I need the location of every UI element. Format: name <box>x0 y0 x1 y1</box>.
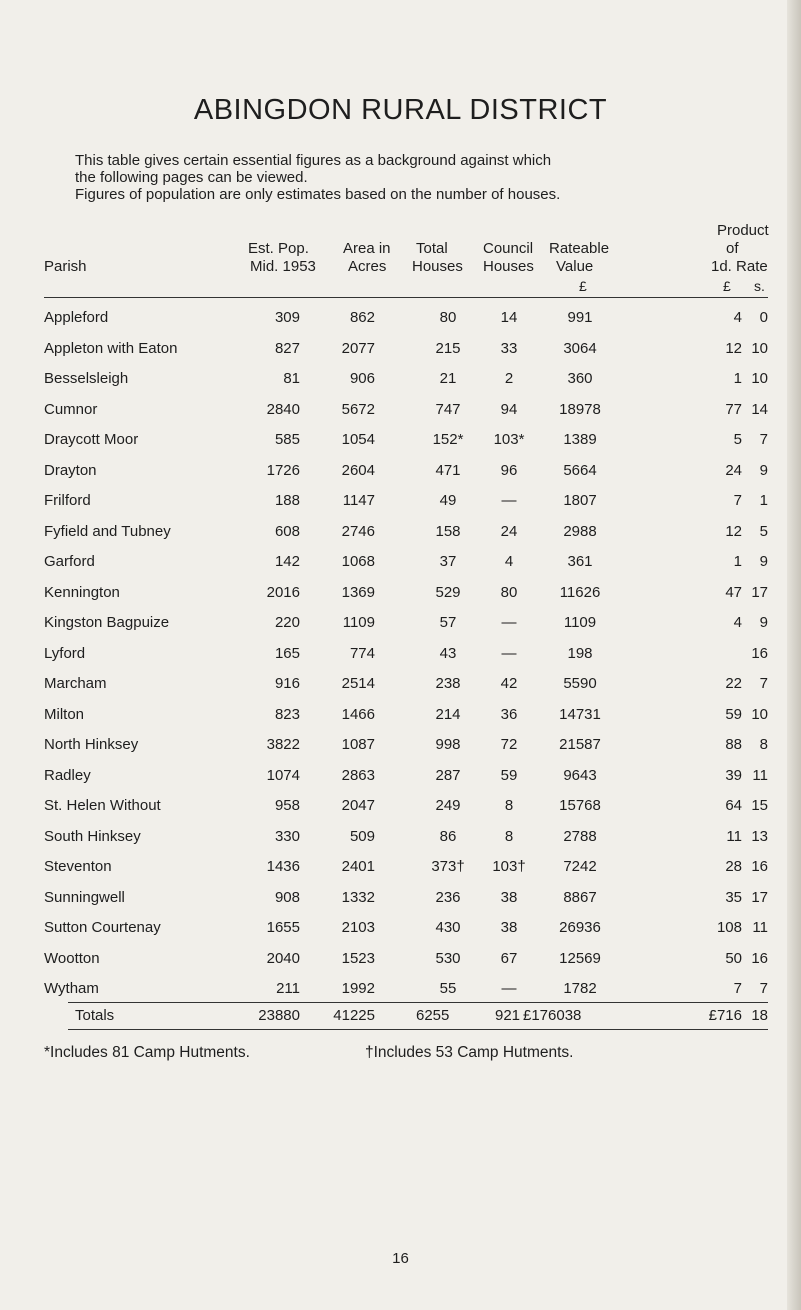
totals-houses: 6255 <box>416 1007 450 1024</box>
cell-rate-shillings: 16 <box>751 858 768 875</box>
cell-council-houses: 2 <box>504 370 514 387</box>
cell-parish: Sutton Courtenay <box>44 919 161 936</box>
header-product: of <box>726 240 739 257</box>
cell-population: 188 <box>274 492 300 509</box>
totals-label: Totals <box>75 1007 115 1024</box>
cell-rateable-value: 1109 <box>563 614 597 631</box>
cell-rate-shillings: 15 <box>751 797 768 814</box>
cell-rate-pounds: 7 <box>733 980 742 997</box>
cell-total-houses: 529 <box>435 584 461 601</box>
cell-population: 309 <box>274 309 300 326</box>
cell-rate-pounds: 5 <box>733 431 742 448</box>
cell-rate-pounds: 12 <box>725 340 742 357</box>
cell-council-houses: — <box>501 614 517 631</box>
cell-total-houses: 471 <box>435 462 461 479</box>
cell-parish: Appleford <box>44 309 109 326</box>
cell-rate-pounds: 24 <box>725 462 742 479</box>
totals-shillings: 18 <box>751 1007 768 1024</box>
cell-rate-pounds: 50 <box>725 950 742 967</box>
cell-population: 1436 <box>266 858 300 875</box>
cell-rate-shillings: 10 <box>751 370 768 387</box>
cell-rate-shillings: 9 <box>759 553 768 570</box>
cell-parish: Kennington <box>44 584 120 601</box>
cell-parish: Garford <box>44 553 95 570</box>
cell-total-houses: 21 <box>439 370 457 387</box>
cell-rate-pounds: 22 <box>725 675 742 692</box>
header-area: Area in <box>343 240 391 257</box>
cell-parish: Radley <box>44 767 91 784</box>
cell-total-houses: 43 <box>439 645 457 662</box>
cell-total-houses: 373† <box>431 858 465 875</box>
cell-rate-pounds: 35 <box>725 889 742 906</box>
cell-parish: Appleton with Eaton <box>44 340 178 357</box>
cell-rateable-value: 11626 <box>559 584 601 601</box>
cell-rateable-value: 26936 <box>559 919 601 936</box>
cell-council-houses: 72 <box>500 736 518 753</box>
cell-area: 906 <box>349 370 375 387</box>
intro-text <box>75 152 775 203</box>
cell-population: 827 <box>274 340 300 357</box>
header-council: Council <box>483 240 534 257</box>
header-total: Total <box>416 240 448 257</box>
cell-population: 220 <box>274 614 300 631</box>
cell-rateable-value: 3064 <box>563 340 597 357</box>
cell-population: 2840 <box>266 401 300 418</box>
cell-population: 916 <box>274 675 300 692</box>
header-product: Product <box>717 222 769 239</box>
cell-parish: St. Helen Without <box>44 797 161 814</box>
cell-parish: Steventon <box>44 858 112 875</box>
cell-rate-pounds: 47 <box>725 584 742 601</box>
cell-council-houses: 96 <box>500 462 518 479</box>
cell-area: 862 <box>349 309 375 326</box>
totals-area: 41225 <box>333 1007 375 1024</box>
cell-total-houses: 430 <box>435 919 461 936</box>
cell-area: 1992 <box>341 980 375 997</box>
cell-area: 2401 <box>341 858 375 875</box>
cell-population: 330 <box>274 828 300 845</box>
cell-rate-pounds: 4 <box>733 309 742 326</box>
cell-council-houses: 14 <box>500 309 518 326</box>
cell-parish: North Hinksey <box>44 736 139 753</box>
cell-total-houses: 238 <box>435 675 461 692</box>
cell-rate-pounds: 64 <box>725 797 742 814</box>
cell-parish: Sunningwell <box>44 889 125 906</box>
cell-population: 585 <box>274 431 300 448</box>
cell-rateable-value: 361 <box>567 553 593 570</box>
header-rateable: Rateable <box>549 240 610 257</box>
cell-council-houses: — <box>501 645 517 662</box>
cell-council-houses: 42 <box>500 675 518 692</box>
cell-population: 958 <box>274 797 300 814</box>
cell-population: 142 <box>274 553 300 570</box>
cell-council-houses: 103* <box>493 431 525 448</box>
header-rateable-unit: £ <box>579 278 587 294</box>
intro-line: This table gives certain essential figures as a background against which <box>75 152 552 169</box>
cell-rate-pounds: 7 <box>733 492 742 509</box>
totals-pop: 23880 <box>258 1007 300 1024</box>
cell-rate-pounds: 39 <box>725 767 742 784</box>
cell-area: 1369 <box>341 584 375 601</box>
cell-population: 3822 <box>266 736 300 753</box>
footnote-dagger: †Includes 53 Camp Hutments. <box>365 1044 574 1061</box>
cell-rate-shillings: 10 <box>751 340 768 357</box>
cell-council-houses: 8 <box>504 828 514 845</box>
totals-rateable: £176038 <box>523 1007 582 1024</box>
cell-total-houses: 86 <box>439 828 457 845</box>
cell-total-houses: 215 <box>435 340 461 357</box>
cell-population: 823 <box>274 706 300 723</box>
cell-total-houses: 998 <box>435 736 461 753</box>
cell-rateable-value: 21587 <box>559 736 601 753</box>
cell-rateable-value: 1389 <box>563 431 597 448</box>
cell-council-houses: 103† <box>492 858 526 875</box>
cell-population: 608 <box>274 523 300 540</box>
cell-area: 509 <box>349 828 375 845</box>
cell-rate-shillings: 13 <box>751 828 768 845</box>
cell-total-houses: 214 <box>435 706 461 723</box>
cell-rate-shillings: 9 <box>759 614 768 631</box>
cell-rateable-value: 14731 <box>559 706 601 723</box>
cell-rate-shillings: 8 <box>759 736 768 753</box>
header-rule <box>44 297 768 298</box>
cell-rate-shillings: 1 <box>759 492 768 509</box>
footnote-star: *Includes 81 Camp Hutments. <box>44 1044 250 1061</box>
cell-total-houses: 747 <box>435 401 461 418</box>
cell-parish: Lyford <box>44 645 86 662</box>
header-product-unit: s. <box>754 278 765 294</box>
cell-area: 1332 <box>341 889 375 906</box>
cell-parish: Wytham <box>44 980 99 997</box>
header-area: Acres <box>348 258 387 275</box>
cell-area: 5672 <box>341 401 375 418</box>
cell-parish: Wootton <box>44 950 100 967</box>
cell-council-houses: 80 <box>500 584 518 601</box>
cell-parish: South Hinksey <box>44 828 141 845</box>
cell-rate-shillings: 0 <box>759 309 768 326</box>
cell-parish: Frilford <box>44 492 91 509</box>
totals-pounds: £716 <box>708 1007 742 1024</box>
cell-rateable-value: 9643 <box>563 767 597 784</box>
cell-population: 2040 <box>266 950 300 967</box>
cell-total-houses: 57 <box>439 614 457 631</box>
cell-area: 2514 <box>341 675 375 692</box>
cell-rateable-value: 360 <box>567 370 593 387</box>
cell-area: 2047 <box>341 797 375 814</box>
cell-total-houses: 152* <box>432 431 464 448</box>
cell-rateable-value: 198 <box>567 645 593 662</box>
cell-council-houses: 24 <box>500 523 518 540</box>
intro-line: the following pages can be viewed. <box>75 169 308 186</box>
page-edge-shadow <box>787 0 801 1310</box>
cell-rate-shillings: 14 <box>751 401 768 418</box>
cell-rate-shillings: 11 <box>752 767 768 784</box>
cell-total-houses: 236 <box>435 889 461 906</box>
cell-rateable-value: 1782 <box>563 980 597 997</box>
cell-total-houses: 158 <box>435 523 461 540</box>
cell-rate-pounds: 108 <box>716 919 742 936</box>
header-product-unit: £ <box>723 278 731 294</box>
cell-rate-pounds: 11 <box>726 828 742 845</box>
cell-rate-pounds: 1 <box>733 370 742 387</box>
cell-council-houses: 38 <box>500 889 518 906</box>
cell-rateable-value: 5590 <box>563 675 597 692</box>
cell-council-houses: — <box>501 492 517 509</box>
intro-line: Figures of population are only estimates based on the number of houses. <box>75 186 561 203</box>
cell-parish: Cumnor <box>44 401 98 418</box>
cell-council-houses: 67 <box>500 950 518 967</box>
cell-rate-pounds: 4 <box>733 614 742 631</box>
cell-rateable-value: 7242 <box>563 858 597 875</box>
totals-council: 921 <box>495 1007 521 1024</box>
cell-population: 81 <box>283 370 300 387</box>
cell-rate-pounds: 1 <box>733 553 742 570</box>
cell-rate-shillings: 9 <box>759 462 768 479</box>
cell-area: 1523 <box>341 950 375 967</box>
cell-area: 2077 <box>341 340 375 357</box>
cell-rate-shillings: 7 <box>759 675 768 692</box>
cell-rate-pounds: 88 <box>725 736 742 753</box>
header-pop: Mid. 1953 <box>250 258 316 275</box>
header-pop: Est. Pop. <box>248 240 309 257</box>
cell-population: 908 <box>274 889 300 906</box>
cell-population: 2016 <box>266 584 300 601</box>
cell-rateable-value: 5664 <box>563 462 597 479</box>
cell-area: 1109 <box>342 614 375 631</box>
cell-rateable-value: 2788 <box>563 828 597 845</box>
cell-rate-pounds: 12 <box>725 523 742 540</box>
cell-rate-shillings: 16 <box>751 645 768 662</box>
cell-rate-shillings: 7 <box>759 980 768 997</box>
header-total: Houses <box>412 258 463 275</box>
cell-rate-shillings: 10 <box>751 706 768 723</box>
cell-parish: Kingston Bagpuize <box>44 614 170 631</box>
cell-rateable-value: 12569 <box>559 950 601 967</box>
cell-area: 1054 <box>341 431 375 448</box>
cell-total-houses: 249 <box>435 797 461 814</box>
cell-council-houses: 38 <box>500 919 518 936</box>
cell-rate-shillings: 16 <box>751 950 768 967</box>
cell-rateable-value: 1807 <box>563 492 597 509</box>
cell-council-houses: 33 <box>500 340 518 357</box>
cell-parish: Marcham <box>44 675 107 692</box>
header-product: 1d. Rate <box>711 258 768 275</box>
totals-rule <box>68 1002 768 1003</box>
cell-population: 165 <box>274 645 300 662</box>
cell-rate-pounds: 77 <box>725 401 742 418</box>
cell-rateable-value: 8867 <box>563 889 597 906</box>
cell-area: 1466 <box>341 706 375 723</box>
cell-rate-pounds: 59 <box>725 706 742 723</box>
cell-area: 2863 <box>341 767 375 784</box>
cell-population: 1655 <box>266 919 300 936</box>
cell-council-houses: 4 <box>504 553 514 570</box>
cell-rate-shillings: 7 <box>759 431 768 448</box>
cell-rate-shillings: 5 <box>759 523 768 540</box>
cell-area: 774 <box>349 645 375 662</box>
cell-council-houses: 94 <box>500 401 518 418</box>
cell-rate-shillings: 17 <box>751 584 768 601</box>
cell-rate-pounds: 28 <box>725 858 742 875</box>
cell-parish: Milton <box>44 706 85 723</box>
cell-area: 1087 <box>341 736 375 753</box>
cell-council-houses: 36 <box>500 706 518 723</box>
cell-parish: Besselsleigh <box>44 370 129 387</box>
cell-population: 1074 <box>266 767 300 784</box>
header-rateable: Value <box>556 258 594 275</box>
cell-population: 1726 <box>266 462 300 479</box>
cell-area: 1068 <box>341 553 375 570</box>
cell-council-houses: 59 <box>500 767 518 784</box>
totals-bottom-rule <box>68 1029 768 1030</box>
cell-rate-shillings: 17 <box>751 889 768 906</box>
cell-rateable-value: 991 <box>567 309 593 326</box>
cell-area: 2746 <box>341 523 375 540</box>
cell-area: 2103 <box>341 919 375 936</box>
page-title: ABINGDON RURAL DISTRICT <box>193 94 608 126</box>
cell-rateable-value: 18978 <box>559 401 601 418</box>
cell-rateable-value: 2988 <box>563 523 597 540</box>
cell-total-houses: 287 <box>435 767 461 784</box>
cell-council-houses: — <box>501 980 517 997</box>
cell-area: 2604 <box>341 462 375 479</box>
cell-rateable-value: 15768 <box>559 797 601 814</box>
cell-area: 1147 <box>342 492 375 509</box>
cell-rate-shillings: 11 <box>752 919 768 936</box>
header-council: Houses <box>483 258 534 275</box>
cell-parish: Fyfield and Tubney <box>44 523 171 540</box>
cell-total-houses: 55 <box>439 980 457 997</box>
cell-total-houses: 37 <box>439 553 457 570</box>
cell-parish: Drayton <box>44 462 97 479</box>
page-number: 16 <box>392 1250 409 1267</box>
cell-population: 211 <box>276 980 300 997</box>
cell-parish: Draycott Moor <box>44 431 139 448</box>
cell-total-houses: 530 <box>435 950 461 967</box>
cell-council-houses: 8 <box>504 797 514 814</box>
header-parish: Parish <box>44 258 87 275</box>
cell-total-houses: 49 <box>439 492 457 509</box>
cell-total-houses: 80 <box>439 309 457 326</box>
